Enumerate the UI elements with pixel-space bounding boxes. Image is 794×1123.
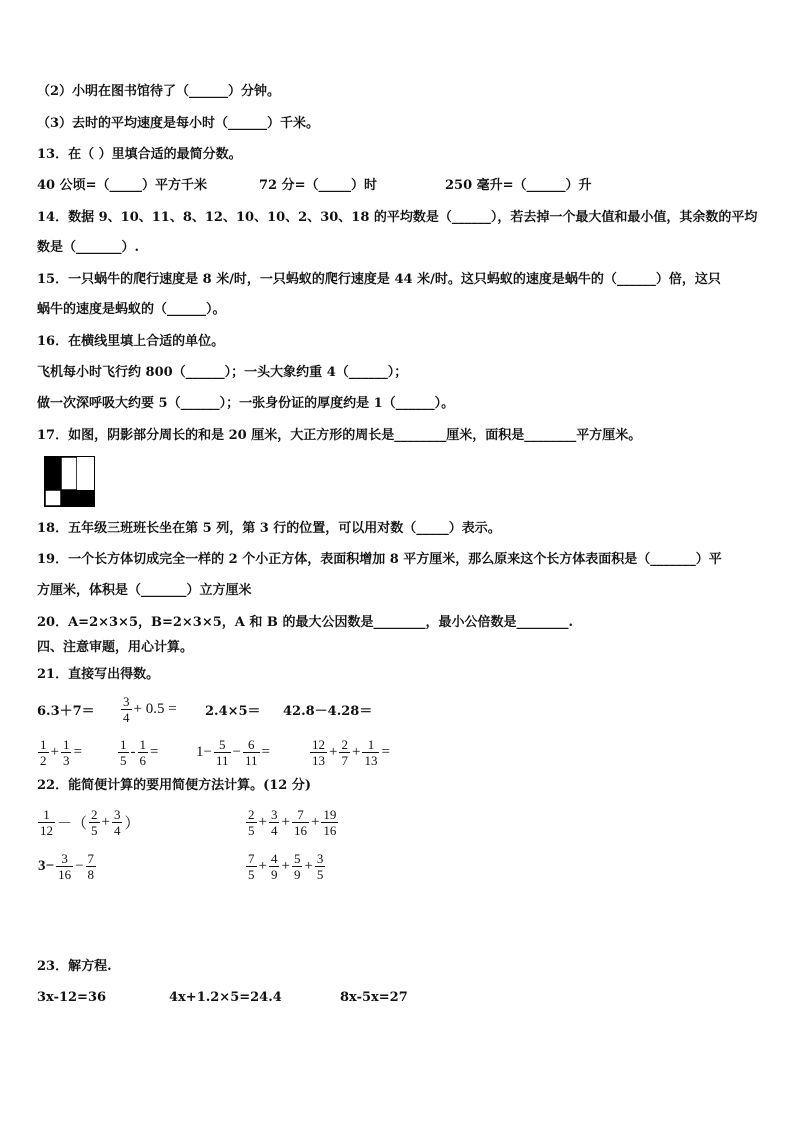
q15-line2: 蜗牛的速度是蚂蚁的（______）。 [37, 302, 226, 317]
q13-b: 72 分=（_____）时 [259, 178, 378, 193]
q23-eq-a: 3x-12=36 [37, 990, 107, 1005]
q21-stem: 21．直接写出得数。 [37, 667, 160, 682]
q22-row2 [37, 846, 757, 886]
q23-eq-c: 8x-5x=27 [340, 990, 408, 1005]
q22-expr-3: 3− $\frac{3}{16}$ − $\frac{7}{8}$ [38, 850, 95, 882]
q22-stem: 22．能简便计算的要用简便方法计算。(12 分) [37, 778, 312, 793]
q21-expr-2: $\frac{3}{4}$ + 0.5 = [123, 693, 177, 725]
nested-squares-figure-icon [44, 456, 95, 507]
q12-sub2: （2）小明在图书馆待了（______）分钟。 [37, 84, 281, 99]
q21-expr-3: 2.4×5＝ [205, 703, 261, 719]
q16-line1: 飞机每小时飞行约 800（______）；一头大象约重 4（______）； [37, 365, 408, 380]
q14-line2: 数是（_______）. [37, 240, 140, 255]
q21-expr-8: $\frac{12}{13}$ + $\frac{2}{7}$ + $\frac{1}{13}$ = [312, 736, 390, 768]
q22-expr-2: $\frac{2}{5}$ + $\frac{3}{4}$ + $\frac{7}{16}$ + $\frac{19}{16}$ [248, 806, 337, 838]
q21-expr-4: 42.8－4.28＝ [283, 703, 373, 719]
q22-row1 [37, 802, 757, 842]
fraction: $\frac{3}{4}$ [123, 693, 130, 725]
q21-row2 [37, 732, 757, 772]
q23-eq-b: 4x+1.2×5=24.4 [169, 990, 282, 1005]
q18-stem: 18．五年级三班班长坐在第 5 列，第 3 行的位置，可以用对数（_____）表示。 [37, 521, 501, 536]
q21-expr-5: $\frac{1}{2}$ + $\frac{1}{3}$ = [40, 736, 82, 768]
q21-expr-1: 6.3＋7＝ [37, 703, 95, 719]
section-4-title: 四、注意审题，用心计算。 [37, 640, 194, 655]
q17-stem: 17．如图，阴影部分周长的和是 20 厘米，大正方形的周长是________厘米，面积是________平方厘米。 [37, 428, 642, 443]
q12-sub3: （3）去时的平均速度是每小时（______）千米。 [37, 116, 320, 131]
q20-stem: 20．A=2×3×5，B=2×3×5，A 和 B 的最大公因数是________，最小公倍数是________. [37, 615, 573, 630]
q14-line1: 14．数据 9、10、11、8、12、10、10、2、30、18 的平均数是（______），若去掉一个最大值和最小值，其余数的平均 [37, 210, 758, 225]
q21-expr-6: $\frac{1}{5}$ - $\frac{1}{6}$ = [120, 736, 159, 768]
q13-stem: 13．在（ ）里填合适的最简分数。 [37, 147, 242, 162]
q16-line2: 做一次深呼吸大约要 5（______）；一张身份证的厚度约是 1（______）。 [37, 396, 455, 411]
q23-stem: 23．解方程. [37, 959, 112, 974]
q19-line2: 方厘米，体积是（_______）立方厘米 [37, 583, 252, 598]
q21-expr-7: 1− $\frac{5}{11}$ − $\frac{6}{11}$ = [196, 736, 270, 768]
q21-row1 [37, 690, 757, 728]
q13-a: 40 公顷=（_____）平方千米 [37, 178, 208, 193]
q15-line1: 15．一只蜗牛的爬行速度是 8 米/时，一只蚂蚁的爬行速度是 44 米/时。这只蚂蚁的速度是蜗牛的（______）倍，这只 [37, 272, 721, 287]
q19-line1: 19．一个长方体切成完全一样的 2 个小正方体，表面积增加 8 平方厘米，那么原来这个长方体表面积是（_______）平 [37, 552, 722, 567]
q22-expr-4: $\frac{7}{5}$ + $\frac{4}{9}$ + $\frac{5}{9}$ + $\frac{3}{5}$ [248, 850, 324, 882]
q22-expr-1: $\frac{1}{12}$ －（ $\frac{2}{5}$ + $\frac{3}{4}$ ） [40, 806, 140, 838]
q13-c: 250 毫升=（______）升 [445, 178, 592, 193]
q16-stem: 16．在横线里填上合适的单位。 [37, 334, 225, 349]
